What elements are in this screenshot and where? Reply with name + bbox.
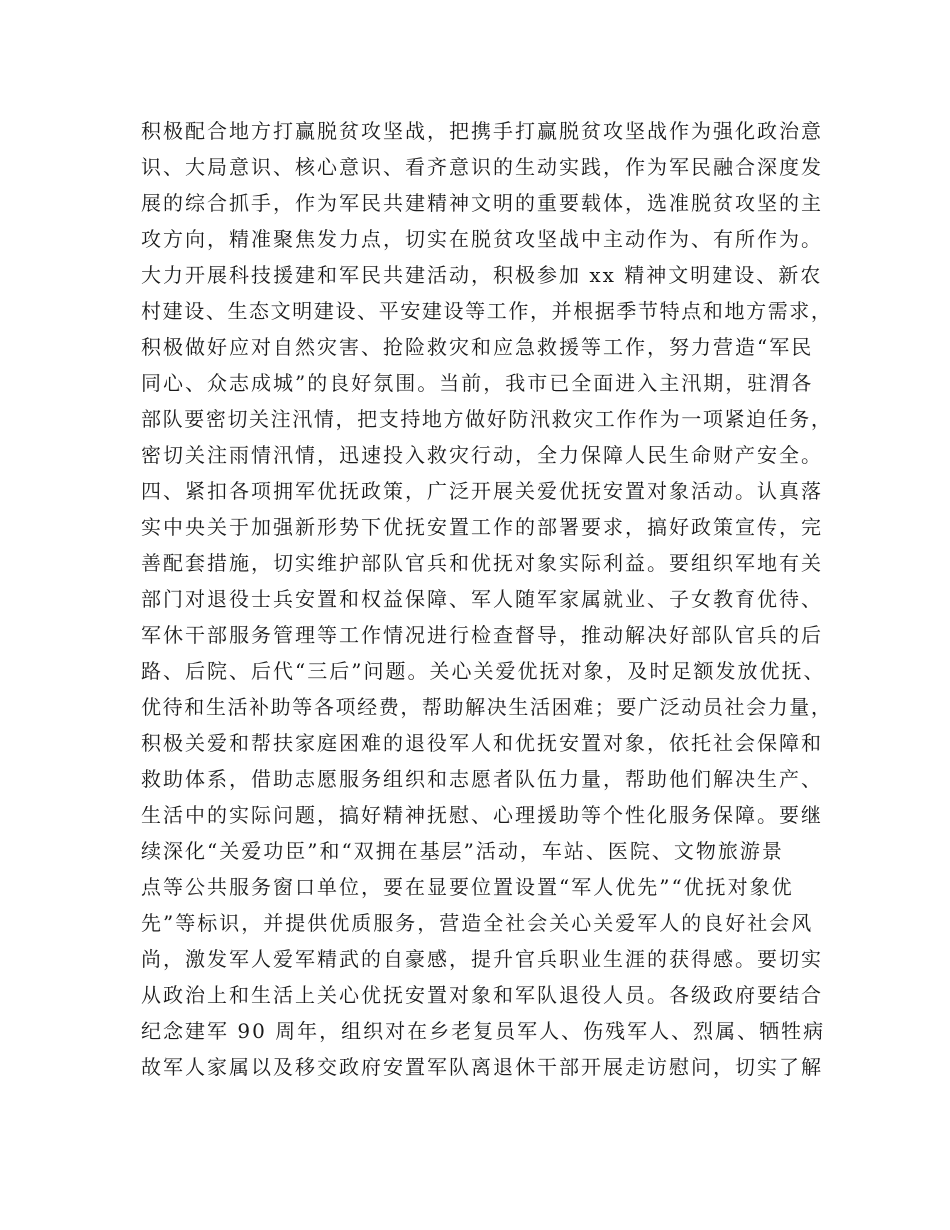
text-line: 尚，激发军人爱军精武的自豪感，提升官兵职业生涯的获得感。要切实 — [141, 947, 823, 971]
text-line: 路、后院、后代“三后”问题。关心关爱优抚对象，及时足额发放优抚、 — [141, 659, 826, 683]
body-text — [141, 113, 831, 1085]
text-line: 密切关注雨情汛情，迅速投入救灾行动，全力保障人民生命财产安全。 — [141, 443, 823, 467]
text-line: 同心、众志成城”的良好氛围。当前，我市已全面进入主汛期，驻渭各 — [141, 371, 814, 395]
text-line: 部队要密切关注汛情，把支持地方做好防汛救灾工作作为一项紧迫任务， — [141, 407, 833, 431]
text-line: 积极关爱和帮扶家庭困难的退役军人和优抚安置对象，依托社会保障和 — [141, 731, 823, 755]
text-line: 大力开展科技援建和军民共建活动，积极参加 xx 精神文明建设、新农 — [141, 263, 823, 287]
text-line: 优待和生活补助等各项经费，帮助解决生活困难；要广泛动员社会力量， — [141, 695, 833, 719]
text-line: 实中央关于加强新形势下优抚安置工作的部署要求，搞好政策宣传，完 — [141, 515, 823, 539]
text-line: 识、大局意识、核心意识、看齐意识的生动实践，作为军民融合深度发 — [141, 155, 823, 179]
text-line: 点等公共服务窗口单位，要在显要位置设置“军人优先”“优抚对象优 — [141, 875, 794, 899]
text-line: 续深化“关爱功臣”和“双拥在基层”活动，车站、医院、文物旅游景 — [141, 839, 784, 863]
text-line: 救助体系，借助志愿服务组织和志愿者队伍力量，帮助他们解决生产、 — [141, 767, 823, 791]
text-line: 善配套措施，切实维护部队官兵和优抚对象实际利益。要组织军地有关 — [141, 551, 823, 575]
text-line: 村建设、生态文明建设、平安建设等工作，并根据季节特点和地方需求， — [141, 299, 833, 323]
text-line: 军休干部服务管理等工作情况进行检查督导，推动解决好部队官兵的后 — [141, 623, 823, 647]
text-line: 展的综合抓手，作为军民共建精神文明的重要载体，选准脱贫攻坚的主 — [141, 191, 823, 215]
text-line: 故军人家属以及移交政府安置军队离退休干部开展走访慰问，切实了解 — [141, 1055, 823, 1079]
text-line: 从政治上和生活上关心优抚安置对象和军队退役人员。各级政府要结合 — [141, 983, 823, 1007]
text-line: 攻方向，精准聚焦发力点，切实在脱贫攻坚战中主动作为、有所作为。 — [141, 227, 823, 251]
text-line: 部门对退役士兵安置和权益保障、军人随军家属就业、子女教育优待、 — [141, 587, 823, 611]
text-line: 生活中的实际问题，搞好精神抚慰、心理援助等个性化服务保障。要继 — [141, 803, 823, 827]
text-line: 四、紧扣各项拥军优抚政策，广泛开展关爱优抚安置对象活动。认真落 — [141, 479, 823, 503]
text-line: 纪念建军 90 周年，组织对在乡老复员军人、伤残军人、烈属、牺牲病 — [141, 1019, 826, 1043]
text-line: 积极做好应对自然灾害、抢险救灾和应急救援等工作，努力营造“军民 — [141, 335, 814, 359]
text-line: 积极配合地方打赢脱贫攻坚战，把携手打赢脱贫攻坚战作为强化政治意 — [141, 119, 823, 143]
text-line: 先”等标识，并提供优质服务，营造全社会关心关爱军人的良好社会风 — [141, 911, 814, 935]
